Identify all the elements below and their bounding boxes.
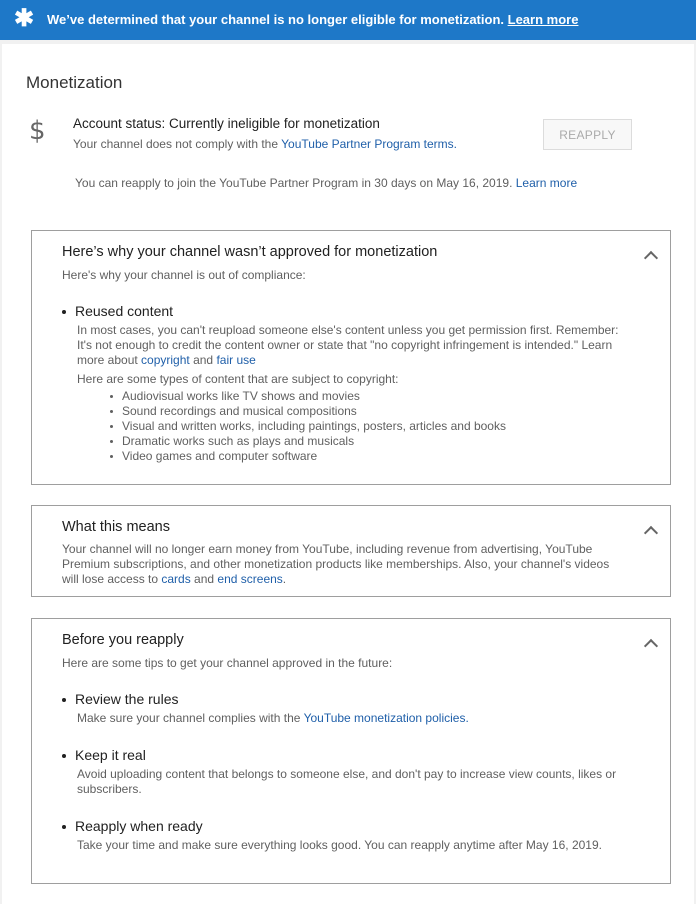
what-this-means-panel xyxy=(31,505,671,597)
reason-line-2: It's not enough to credit the content owner or state that "no copyright infringement is intended." Learn xyxy=(77,338,613,352)
monetization-policies-link[interactable]: YouTube monetization policies. xyxy=(303,711,469,725)
account-status: Account status: Currently ineligible for monetization xyxy=(73,116,380,131)
tip-description xyxy=(77,711,469,726)
tip-title: Review the rules xyxy=(75,691,179,707)
list-item: Audiovisual works like TV shows and movies xyxy=(122,389,506,404)
panel-subtitle: Here are some tips to get your channel approved in the future: xyxy=(62,656,393,670)
panel-title: What this means xyxy=(62,519,170,535)
chevron-up-icon[interactable] xyxy=(644,526,658,540)
reason-title: Reused content xyxy=(75,303,174,319)
not-approved-panel xyxy=(31,230,671,485)
reapply-button[interactable]: REAPPLY xyxy=(543,119,632,150)
asterisk-icon: ✱ xyxy=(14,5,35,32)
list-item: Sound recordings and musical compositions xyxy=(122,404,506,419)
tip-line-1: Avoid uploading content that belongs to someone else, and don't pay to increase view counts, likes or xyxy=(77,767,617,781)
ineligibility-banner xyxy=(0,0,696,40)
page-title: Monetization xyxy=(26,73,123,92)
reapply-learn-more-link[interactable]: Learn more xyxy=(515,176,578,190)
panel-title: Here’s why your channel wasn’t approved for monetization xyxy=(62,244,438,260)
and-text: and xyxy=(189,353,217,367)
panel-subtitle: Here's why your channel is out of compliance: xyxy=(62,268,306,282)
bullet-dot xyxy=(62,754,66,758)
copyright-link[interactable]: copyright xyxy=(141,353,190,367)
consequence-description xyxy=(62,542,662,587)
and-text: and xyxy=(190,572,218,586)
fair-use-link[interactable]: fair use xyxy=(216,353,256,367)
reapply-note xyxy=(75,176,577,190)
banner-text: We’ve determined that your channel is no longer eligible for monetization. xyxy=(47,12,504,27)
consequence-line-1: Your channel will no longer earn money from YouTube, including revenue from advertising, YouTube xyxy=(62,542,593,556)
reason-line-1: In most cases, you can't reupload someone else's content unless you get permission first. Remember: xyxy=(77,323,619,337)
reason-line-3 xyxy=(77,353,677,368)
tip-title: Keep it real xyxy=(75,747,146,763)
before-you-reapply-panel xyxy=(31,618,671,884)
tip-bullet xyxy=(62,818,203,834)
chevron-up-icon[interactable] xyxy=(644,639,658,653)
tip-bullet xyxy=(62,747,146,763)
bullet-dot xyxy=(62,698,66,702)
period-text: . xyxy=(282,572,287,586)
consequence-line-2: Premium subscriptions, and other monetization products like memberships. Also, your channel's videos xyxy=(62,557,610,571)
dollar-icon: $ xyxy=(29,116,46,146)
consequence-line-3 xyxy=(62,572,662,587)
banner-learn-more-link[interactable]: Learn more xyxy=(507,12,579,27)
tip-bullet xyxy=(62,691,179,707)
account-status-detail-text: Your channel does not comply with the xyxy=(73,137,282,151)
reason-description xyxy=(77,323,677,368)
copyright-types-list xyxy=(122,389,506,464)
tip-description xyxy=(77,767,667,797)
account-status-detail xyxy=(73,137,457,151)
reason-bullet xyxy=(62,303,173,319)
tip-description: Take your time and make sure everything looks good. You can reapply anytime after May 16, 2019. xyxy=(77,838,602,852)
reapply-note-text: You can reapply to join the YouTube Partner Program in 30 days on May 16, 2019. xyxy=(75,176,513,190)
copyright-types-intro: Here are some types of content that are subject to copyright: xyxy=(77,372,399,386)
chevron-up-icon[interactable] xyxy=(644,251,658,265)
consequence-line-3-text: will lose access to xyxy=(62,572,162,586)
banner-message xyxy=(47,12,578,27)
list-item: Video games and computer software xyxy=(122,449,506,464)
tip-line-2: subscribers. xyxy=(77,782,142,796)
cards-link[interactable]: cards xyxy=(161,572,191,586)
list-item: Visual and written works, including paintings, posters, articles and books xyxy=(122,419,506,433)
bullet-dot xyxy=(62,825,66,829)
list-item: Dramatic works such as plays and musicals xyxy=(122,434,506,449)
tip-title: Reapply when ready xyxy=(75,818,203,834)
reason-line-3-text: more about xyxy=(77,353,142,367)
partner-program-terms-link[interactable]: YouTube Partner Program terms. xyxy=(281,137,457,151)
end-screens-link[interactable]: end screens xyxy=(217,572,283,586)
bullet-dot xyxy=(62,310,66,314)
panel-title: Before you reapply xyxy=(62,632,184,648)
tip-text: Make sure your channel complies with the xyxy=(77,711,304,725)
